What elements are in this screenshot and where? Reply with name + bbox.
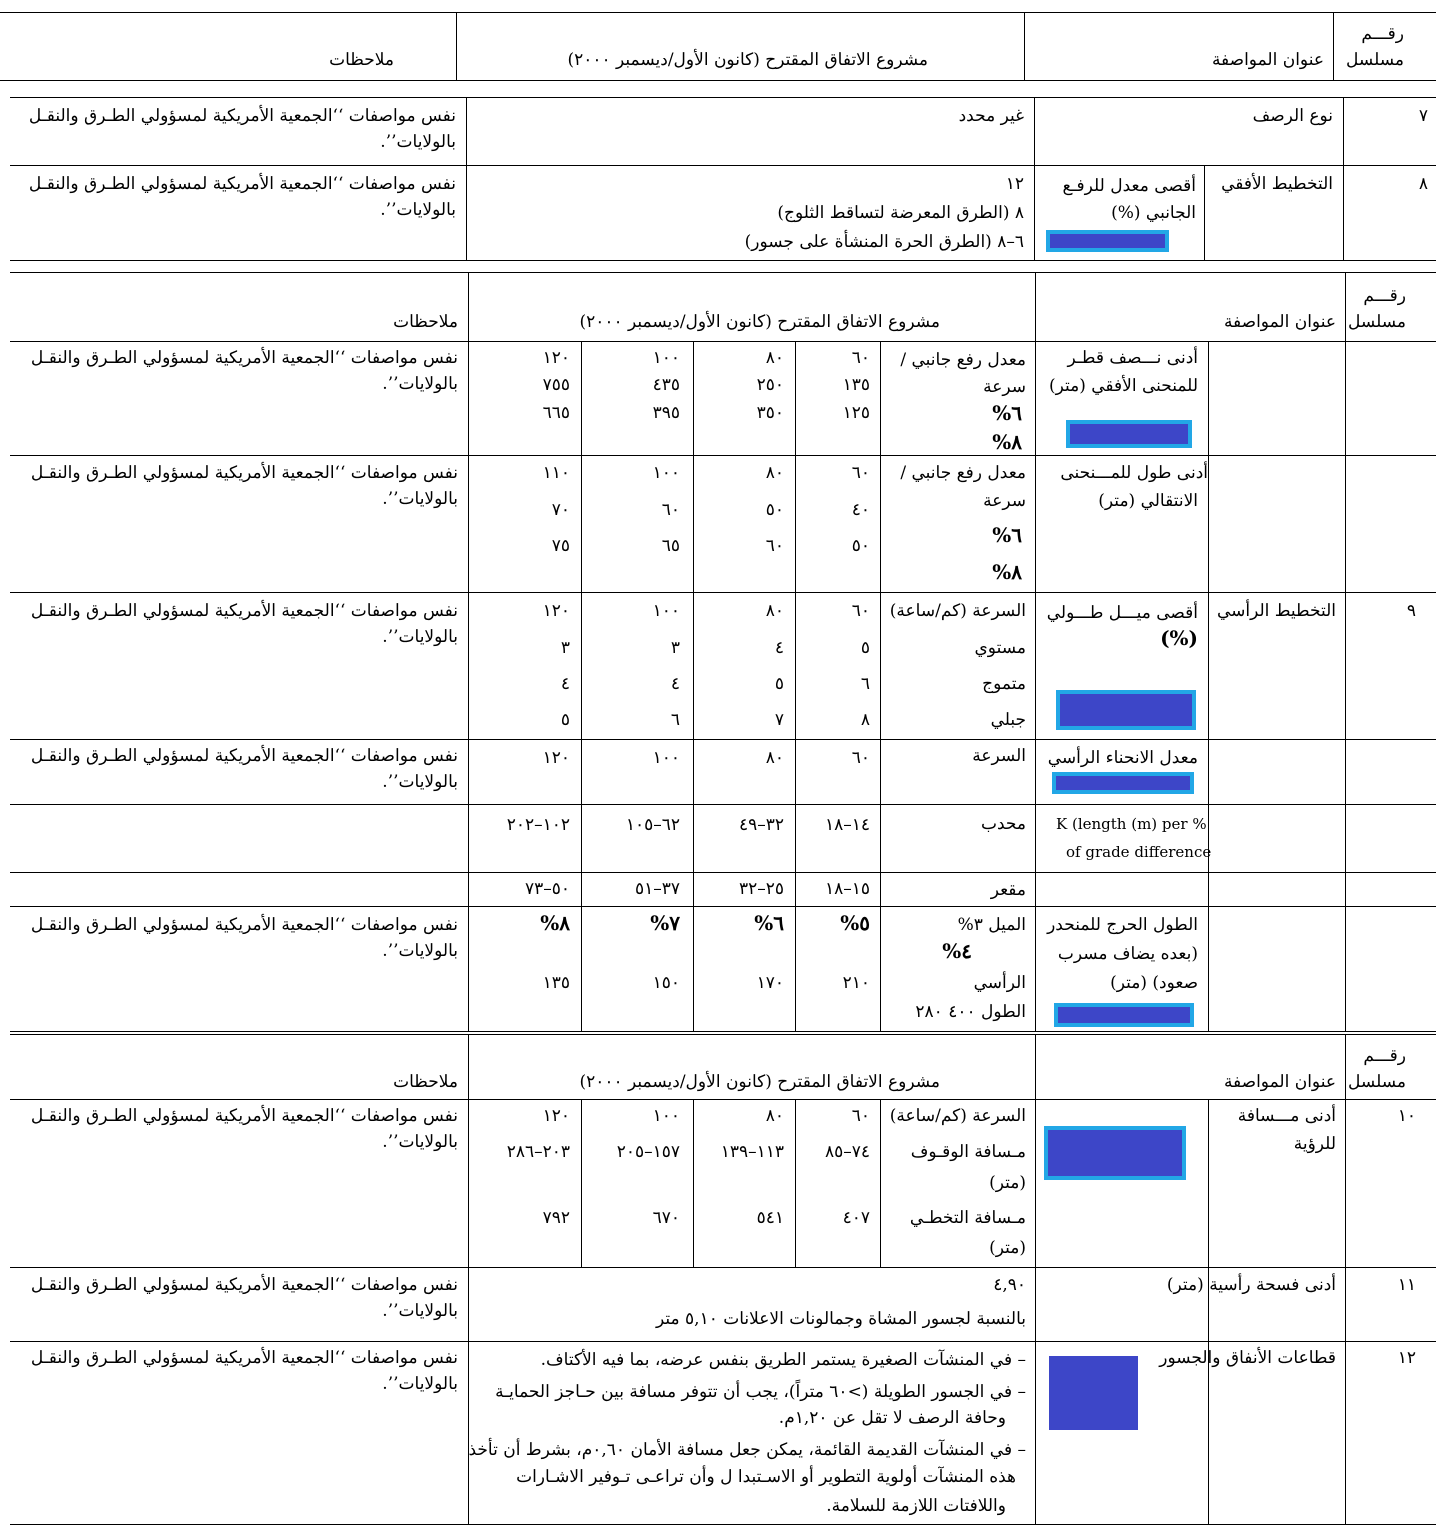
sight-pass: ٦٧٠ [652,1208,680,1228]
row12-title: قطاعات الأنفاق والجسور [1159,1348,1336,1368]
header-spec-title: عنوان المواصفة [1223,1072,1336,1092]
kvalue-sag-label: مقعر [990,880,1026,900]
transition-value: ٤٠ [851,500,870,520]
rule [10,260,1436,261]
notes-line: بالولايات’’. [382,772,458,792]
transition-title: أدنى طول للمـــنحنى [1060,463,1208,483]
grade-speed: ٦٠ [851,601,870,621]
header-notes: ملاحظات [393,312,458,332]
notes-line: نفس مواصفات ‘‘الجمعية الأمريكية لمسؤولي الطـرق والنقـل [30,348,458,368]
notes-line: نفس مواصفات ‘‘الجمعية الأمريكية لمسؤولي الطـرق والنقـل [30,1275,458,1295]
row12-bullet: هذه المنشآت أولوية التطوير أو الاسـتبدا ل وأن تراعـى تـوفير الاشـارات [516,1467,1016,1487]
rule [10,165,1436,166]
row8-title: التخطيط الأفقي [1221,174,1333,194]
transition-speed: ١١٠ [542,463,570,483]
rule [10,97,1436,98]
notes-line: بالولايات’’. [380,200,456,220]
col-divider [693,455,694,1031]
row12-bullet: – في المنشآت القديمة القائمة، يمكن جعل مسافة الأمان ٠,٦٠م، بشرط أن تأخذ [468,1440,1026,1460]
row12-bullet: – في الجسور الطويلة (>٦٠ متراً)، يجب أن تتوفر مسافة بين حـاجز الحمايـة [495,1382,1026,1402]
radius-value: ٦٦٥ [542,403,570,423]
rule [10,1034,1436,1035]
kvalue-crest: ١٠٢–٢٠٢ [506,815,570,835]
critical-label: الرأسي [973,973,1026,993]
curvature-speed: ١٢٠ [542,748,570,768]
notes-line: بالولايات’’. [382,489,458,509]
notes-line: بالولايات’’. [380,132,456,152]
header-spec-title: عنوان المواصفة [1211,50,1324,70]
critical-length: ١٧٠ [756,973,784,993]
row-number: ٩ [1406,601,1416,621]
header-proposal: مشروع الاتفاق المقترح (كانون الأول/ديسمبر ٢٠٠٠) [567,50,928,70]
transition-speed: ٦٠ [851,463,870,483]
rule [10,1524,1436,1525]
header-notes: ملاحظات [393,1072,458,1092]
col-divider [795,341,796,456]
sight-speed: ١٢٠ [542,1106,570,1126]
row9-subtitle: (%) [1160,626,1198,650]
radius-value: ٧٥٥ [542,375,570,395]
grade-value: ٣ [560,638,570,658]
row10-label: السرعة (كم/ساعة) [889,1106,1026,1126]
grade-value: ٥ [860,638,870,658]
transition-title: الانتقالي (متر) [1098,491,1198,511]
radius-speed: ١٠٠ [652,348,680,368]
row12-bullet: واللافتات اللازمة للسلامة. [826,1496,1006,1516]
col-divider [880,1099,881,1268]
kvalue-sag: ٥٠–٧٣ [524,879,570,899]
rule [10,1341,1436,1342]
rule [10,592,1436,593]
header-spec-title: عنوان المواصفة [1223,312,1336,332]
row8-value: ٦–٨ (الطرق الحرة المنشأة على جسور) [744,232,1024,252]
col-divider [1034,97,1035,261]
radius-value: ٢٥٠ [756,375,784,395]
radius-title: للمنحنى الأفقي (متر) [1048,376,1198,396]
grade-value: ٤ [560,674,570,694]
critical-title: (بعده يضاف مسرب [1057,944,1198,964]
row-number: ١٠ [1397,1106,1416,1126]
transition-label: ٦% [992,523,1022,547]
col-divider [1333,12,1334,81]
header-serial: رقـــم [1363,1046,1406,1066]
notes-line: نفس مواصفات ‘‘الجمعية الأمريكية لمسؤولي الطـرق والنقـل [30,1348,458,1368]
col-divider [1345,272,1346,1032]
radius-label: معدل رفع جانبي / [900,350,1026,370]
notes-line: نفس مواصفات ‘‘الجمعية الأمريكية لمسؤولي الطـرق والنقـل [30,746,458,766]
rule [10,272,1436,273]
radius-label: سرعة [983,377,1026,397]
kvalue-crest: ١٤–١٨ [824,815,870,835]
grade-value: ٦ [860,674,870,694]
row-number: ١١ [1397,1275,1416,1295]
redaction-box [1054,1003,1194,1027]
sight-stop: ٧٤–٨٥ [824,1142,870,1162]
grade-value: ٥ [560,710,570,730]
kvalue-title: K (length (m) per % [1056,815,1207,833]
radius-value: ١٢٥ [842,403,870,423]
grade-value: ٣ [670,638,680,658]
notes-line: نفس مواصفات ‘‘الجمعية الأمريكية لمسؤولي الطـرق والنقـل [30,601,458,621]
critical-length: ٢١٠ [842,973,870,993]
transition-value: ٦٠ [661,500,680,520]
critical-length: ١٣٥ [542,973,570,993]
transition-speed: ٨٠ [765,463,784,483]
col-divider [466,97,467,261]
row7-value: غير محدد [958,106,1024,126]
radius-title: أدنى نـــصف قطـر [1067,348,1198,368]
row-number: ١٢ [1397,1348,1416,1368]
grade-value: ٤ [774,638,784,658]
radius-value: ١٣٥ [842,375,870,395]
grade-value: ٨ [860,710,870,730]
col-divider [880,341,881,1031]
header-proposal: مشروع الاتفاق المقترح (كانون الأول/ديسمبر ٢٠٠٠) [579,1072,940,1092]
row8-subtitle: أقصى معدل للرفـع [1062,176,1196,196]
curvature-speed: ١٠٠ [652,748,680,768]
critical-title: صعود) (متر) [1110,973,1198,993]
critical-label: الميل ٣% [957,915,1026,935]
radius-value: ٤٣٥ [652,375,680,395]
kvalue-crest-label: محدب [980,814,1026,834]
notes-line: نفس مواصفات ‘‘الجمعية الأمريكية لمسؤولي الطـرق والنقـل [28,106,456,126]
curvature-speed: ٦٠ [851,748,870,768]
row11-value: ٤,٩٠ [993,1275,1026,1295]
rule [10,341,1436,342]
row7-title: نوع الرصف [1252,106,1333,126]
row9-label: متموج [982,674,1026,694]
col-divider [1024,12,1025,81]
redaction-box [1056,690,1196,730]
sight-pass: ٥٤١ [756,1208,784,1228]
sight-stop: ١١٣–١٣٩ [720,1142,784,1162]
row9-title: التخطيط الرأسي [1216,601,1336,621]
notes-line: نفس مواصفات ‘‘الجمعية الأمريكية لمسؤولي الطـرق والنقـل [28,174,456,194]
critical-title: الطول الحرج للمنحدر [1047,915,1198,935]
row9-label: جبلي [990,710,1026,730]
kvalue-crest: ٣٢–٤٩ [738,815,784,835]
kvalue-sag: ٢٥–٣٢ [738,879,784,899]
col-divider [1343,97,1344,261]
sight-pass: ٧٩٢ [542,1208,570,1228]
rule [10,1099,1436,1100]
row9-label: السرعة (كم/ساعة) [889,601,1026,621]
col-divider [581,341,582,456]
col-divider [581,455,582,1031]
critical-grade: ٨% [540,911,570,935]
notes-line: بالولايات’’. [382,374,458,394]
notes-line: نفس مواصفات ‘‘الجمعية الأمريكية لمسؤولي الطـرق والنقـل [30,915,458,935]
col-divider [795,1099,796,1268]
col-divider [456,12,457,81]
radius-value: ٣٥٠ [756,403,784,423]
col-divider [1345,1034,1346,1524]
row12-bullet: – في المنشآت الصغيرة يستمر الطريق بنفس عرضه، بما فيه الأكتاف. [540,1350,1026,1370]
row8-subtitle: الجانبي (%) [1111,203,1196,223]
rule [10,1267,1436,1268]
radius-label: ٦% [992,401,1022,425]
row8-value: ١٢ [1005,174,1024,194]
transition-value: ٦٠ [765,536,784,556]
kvalue-sag: ٣٧–٥١ [634,879,680,899]
col-divider [1035,272,1036,1032]
col-divider [1035,1034,1036,1524]
header-serial: مسلسل [1348,312,1406,332]
sight-speed: ١٠٠ [652,1106,680,1126]
col-divider [693,1099,694,1268]
row-number: ٧ [1418,106,1428,126]
critical-label: الطول ٤٠٠ ٢٨٠ [915,1002,1026,1022]
col-divider [693,341,694,456]
critical-length: ١٥٠ [652,973,680,993]
col-divider [581,1099,582,1268]
kvalue-sag: ١٥–١٨ [824,879,870,899]
grade-speed: ٨٠ [765,601,784,621]
col-divider [1204,165,1205,261]
critical-grade: ٦% [754,911,784,935]
header-serial: مسلسل [1346,50,1404,70]
sight-speed: ٨٠ [765,1106,784,1126]
transition-value: ٧٥ [551,536,570,556]
row12-bullet: وحافة الرصف لا تقل عن ١,٢٠م. [778,1408,1006,1428]
grade-value: ٥ [774,674,784,694]
header-notes: ملاحظات [329,50,394,70]
notes-line: نفس مواصفات ‘‘الجمعية الأمريكية لمسؤولي الطـرق والنقـل [30,463,458,483]
grade-value: ٤ [670,674,680,694]
row10-label: مـسافة الوقـوف [910,1142,1026,1162]
rule [10,906,1436,907]
transition-value: ٥٠ [851,536,870,556]
row9-label: مستوي [974,638,1026,658]
rule [10,455,1436,456]
sight-stop: ٢٠٣–٢٨٦ [506,1142,570,1162]
header-serial: مسلسل [1348,1072,1406,1092]
transition-value: ٦٥ [661,536,680,556]
redaction-box [1044,1126,1186,1180]
critical-label: ٤% [942,939,972,963]
header-proposal: مشروع الاتفاق المقترح (كانون الأول/ديسمبر ٢٠٠٠) [579,312,940,332]
sight-pass: ٤٠٧ [842,1208,870,1228]
transition-value: ٥٠ [765,500,784,520]
sight-speed: ٦٠ [851,1106,870,1126]
grade-value: ٧ [774,710,784,730]
radius-label: ٨% [992,430,1022,454]
curvature-speed: ٨٠ [765,748,784,768]
transition-label: ٨% [992,560,1022,584]
row10-label: (متر) [989,1173,1026,1193]
radius-speed: ١٢٠ [542,348,570,368]
rule [10,739,1436,740]
redaction-box [1046,230,1169,252]
grade-speed: ١٠٠ [652,601,680,621]
radius-speed: ٦٠ [851,348,870,368]
header-serial: رقـــم [1361,24,1404,44]
rule [0,80,1436,81]
row10-title: أدنى مـــسافة [1237,1106,1336,1126]
col-divider [1208,341,1209,1031]
rule [10,872,1436,873]
kvalue-title: of grade difference [1066,843,1212,861]
kvalue-crest: ٦٢–١٠٥ [625,815,680,835]
notes-line: بالولايات’’. [382,627,458,647]
transition-label: معدل رفع جانبي / [900,463,1026,483]
notes-line: بالولايات’’. [382,1132,458,1152]
transition-value: ٧٠ [551,500,570,520]
row10-title: للرؤية [1293,1134,1336,1154]
row8-value: ٨ (الطرق المعرضة لتساقط الثلوج) [777,203,1024,223]
row11-value: بالنسبة لجسور المشاة وجمالونات الاعلانات ٥,١٠ متر [656,1309,1026,1329]
notes-line: نفس مواصفات ‘‘الجمعية الأمريكية لمسؤولي الطـرق والنقـل [30,1106,458,1126]
notes-line: بالولايات’’. [382,941,458,961]
notes-line: بالولايات’’. [382,1374,458,1394]
rule [0,12,1436,13]
grade-value: ٦ [670,710,680,730]
redaction-box [1049,1356,1138,1430]
row10-label: (متر) [989,1238,1026,1258]
redaction-box [1066,420,1192,448]
row11-title: أدنى فسحة رأسية (متر) [1166,1275,1336,1295]
transition-speed: ١٠٠ [652,463,680,483]
critical-grade: ٥% [840,911,870,935]
radius-value: ٣٩٥ [652,403,680,423]
rule [10,1031,1436,1032]
critical-grade: ٧% [650,911,680,935]
row-number: ٨ [1418,174,1428,194]
grade-speed: ١٢٠ [542,601,570,621]
radius-speed: ٨٠ [765,348,784,368]
curvature-label: السرعة [972,746,1026,766]
row10-label: مـسافة التخطـي [909,1208,1026,1228]
rule [10,804,1436,805]
curvature-title: معدل الانحناء الرأسي [1047,748,1198,768]
col-divider [795,455,796,1031]
redaction-box [1052,772,1194,794]
row9-subtitle: أقصى ميـــل طـــولي [1046,603,1198,623]
sight-stop: ١٥٧–٢٠٥ [616,1142,680,1162]
col-divider [468,272,469,1032]
notes-line: بالولايات’’. [382,1301,458,1321]
header-serial: رقـــم [1363,286,1406,306]
transition-label: سرعة [983,491,1026,511]
col-divider [1208,1099,1209,1524]
